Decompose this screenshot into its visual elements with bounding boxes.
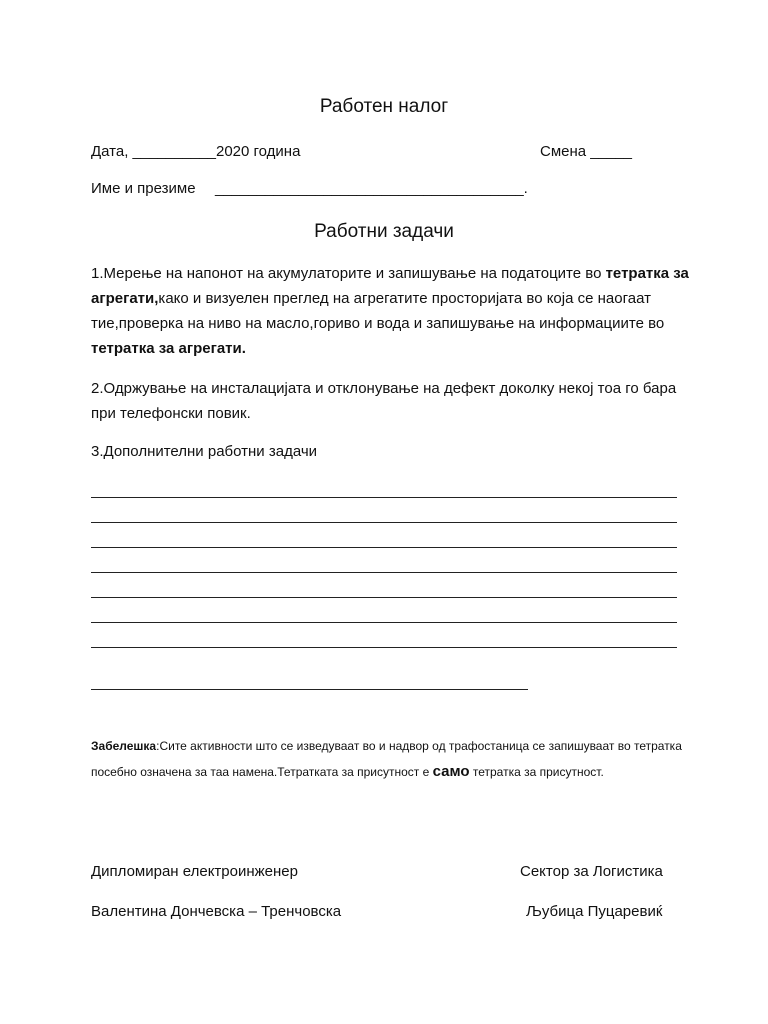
tasks-heading: Работни задачи bbox=[314, 221, 454, 242]
note-emphasis: само bbox=[432, 763, 470, 780]
blank-line bbox=[91, 497, 677, 498]
note-text-b: тетратка за присутност. bbox=[469, 765, 604, 779]
note-text-a: :Сите активности што се изведуваат во и надвор од трафостаница се запишуваат во тетратка посебно означена за таа намена.Тетратката за присутност е bbox=[91, 739, 682, 779]
signature-right-name: Љубица Пуцаревиќ bbox=[526, 903, 663, 920]
task-1-paragraph bbox=[91, 261, 691, 361]
name-field-label: Име и презиме bbox=[91, 180, 196, 197]
name-field-blank: _____________________________________. bbox=[215, 180, 528, 197]
signature-left-name: Валентина Дончевска – Тренчовска bbox=[91, 903, 342, 920]
note-label: Забелешка bbox=[91, 739, 157, 753]
document-title: Работен налог bbox=[319, 96, 449, 117]
task-3-paragraph: 3.Дополнителни работни задачи bbox=[91, 443, 318, 460]
signature-left-title: Дипломиран електроинженер bbox=[91, 863, 298, 880]
task-1-bold-b: тетратка за агрегати. bbox=[91, 340, 246, 357]
task-1-bold-a: тетратка за агрегати, bbox=[91, 265, 689, 307]
blank-line bbox=[91, 622, 677, 623]
blank-line bbox=[91, 597, 677, 598]
blank-line bbox=[91, 522, 677, 523]
task-1-text-a: 1.Мерење на напонот на акумулаторите и запишување на податоците во bbox=[91, 265, 606, 282]
blank-line bbox=[91, 647, 677, 648]
note-paragraph bbox=[91, 734, 691, 785]
task-1-text-b: како и визуелен преглед на агрегатите просторијата во која се наогаат тие,проверка на ниво на масло,гориво и вода и запишување на информациите во bbox=[91, 290, 665, 332]
blank-line-short bbox=[91, 689, 528, 690]
blank-line bbox=[91, 572, 677, 573]
date-field-label: Дата, __________2020 година bbox=[91, 143, 301, 160]
task-2-paragraph: 2.Одржување на инсталацијата и отклонување на дефект доколку некој тоа го бара при телефонски повик. bbox=[91, 380, 677, 422]
shift-field-label: Смена _____ bbox=[540, 143, 632, 160]
blank-line bbox=[91, 547, 677, 548]
signature-right-title: Сектор за Логистика bbox=[520, 863, 663, 880]
